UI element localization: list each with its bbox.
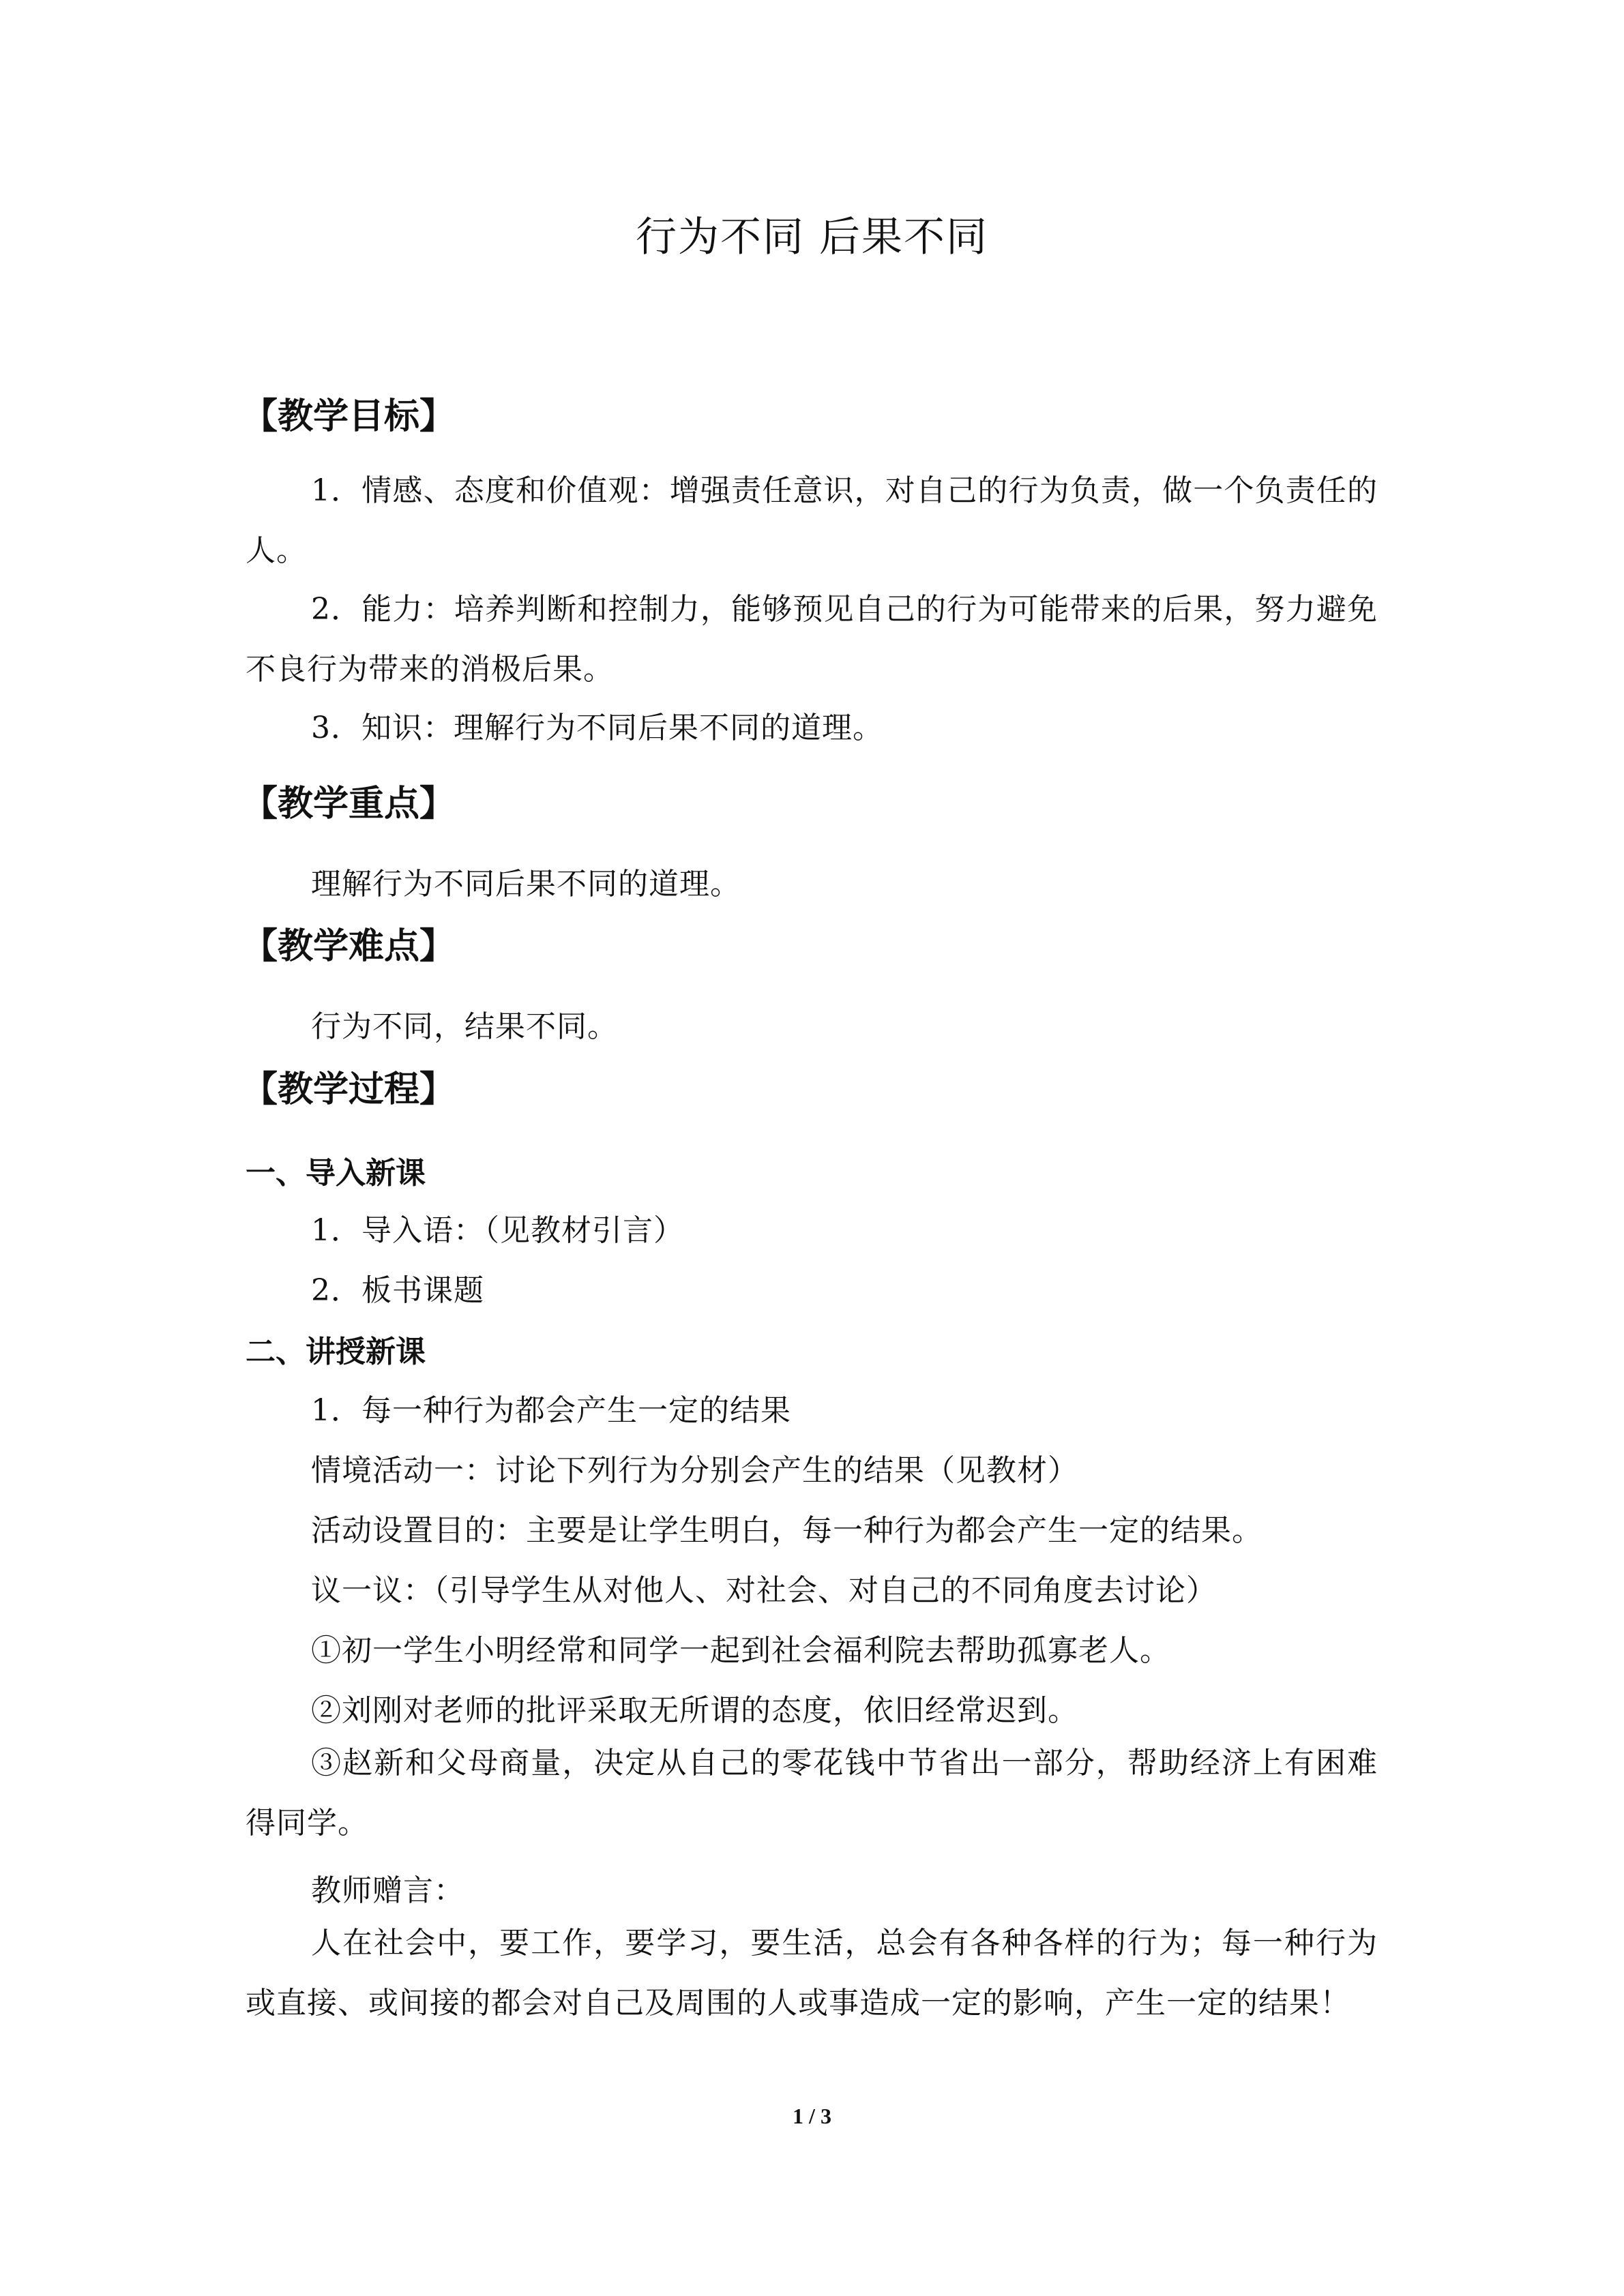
process-heading: 【教学过程】 xyxy=(242,1069,456,1110)
teacher-message-text: 人在社会中，要工作，要学习，要生活，总会有各种各样的行为；每一种行为或直接、或间接的都会对自己及周围的人或事造成一定的影响，产生一定的结果！ xyxy=(246,1926,1378,2021)
part1-item-1: 1．导入语：（见教材引言） xyxy=(311,1213,684,1248)
part2-line-3: 活动设置目的：主要是让学生明白，每一种行为都会产生一定的结果。 xyxy=(311,1513,1263,1548)
teacher-message-label: 教师赠言： xyxy=(311,1873,464,1908)
part2-line-2: 情境活动一：讨论下列行为分别会产生的结果（见教材） xyxy=(311,1453,1078,1488)
part1-item-2: 2．板书课题 xyxy=(311,1273,484,1308)
part2-heading: 二、讲授新课 xyxy=(246,1335,426,1369)
objective-item-2: 2．能力：培养判断和控制力，能够预见自己的行为可能带来的后果，努力避免不良行为带来的消极后果。 xyxy=(246,592,1378,687)
key-points-text: 理解行为不同后果不同的道理。 xyxy=(311,867,741,901)
objectives-heading: 【教学目标】 xyxy=(242,396,456,437)
part2-line-5: ①初一学生小明经常和同学一起到社会福利院去帮助孤寡老人。 xyxy=(311,1633,1170,1668)
part1-heading: 一、导入新课 xyxy=(246,1156,426,1191)
part2-paragraph-3: ③赵新和父母商量，决定从自己的零花钱中节省出一部分，帮助经济上有困难得同学。 xyxy=(246,1746,1378,1840)
difficulties-text: 行为不同，结果不同。 xyxy=(311,1009,618,1044)
part2-line-6: ②刘刚对老师的批评采取无所谓的态度，依旧经常迟到。 xyxy=(311,1693,1078,1728)
page-number: 1 / 3 xyxy=(793,2104,831,2128)
difficulties-heading: 【教学难点】 xyxy=(242,926,456,967)
objective-item-3: 3．知识：理解行为不同后果不同的道理。 xyxy=(311,711,883,745)
key-points-heading: 【教学重点】 xyxy=(242,784,456,824)
objective-item-1: 1．情感、态度和价值观：增强责任意识，对自己的行为负责，做一个负责任的人。 xyxy=(246,473,1378,568)
document-title: 行为不同 后果不同 xyxy=(635,213,989,261)
part2-line-4: 议一议：（引导学生从对他人、对社会、对自己的不同角度去讨论） xyxy=(311,1573,1217,1608)
part2-line-1: 1．每一种行为都会产生一定的结果 xyxy=(311,1393,791,1428)
